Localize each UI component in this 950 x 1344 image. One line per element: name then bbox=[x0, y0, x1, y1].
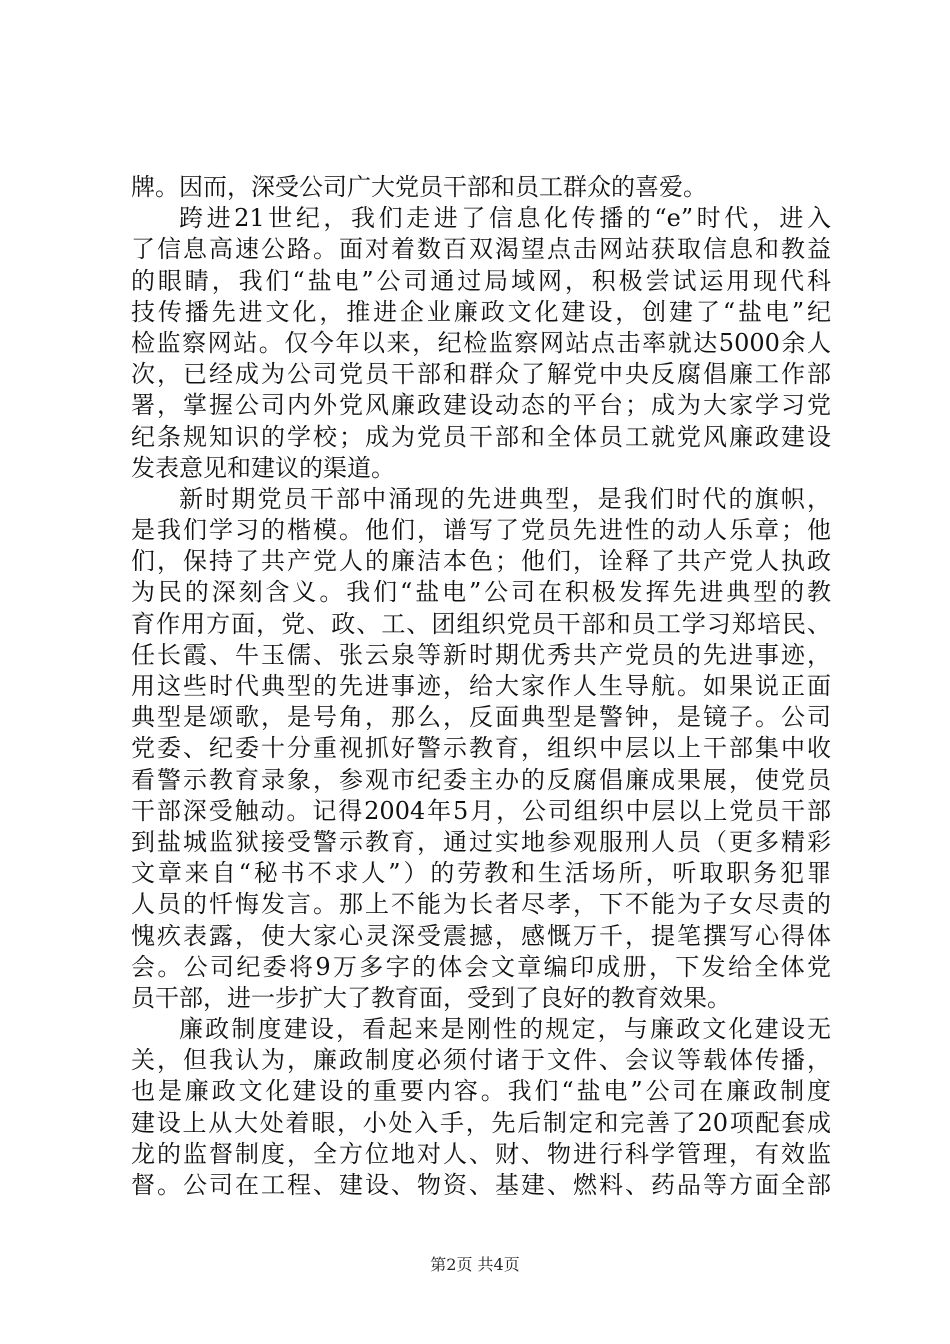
paragraph-line: 督。公司在工程、建设、物资、基建、燃料、药品等方面全部 bbox=[131, 1171, 831, 1199]
paragraph bbox=[131, 1014, 831, 1201]
paragraph-line: 了信息高速公路。面对着数百双渴望点击网站获取信息和教益 bbox=[131, 235, 831, 264]
paragraph bbox=[131, 203, 831, 484]
paragraph-line: 是我们学习的楷模。他们，谱写了党员先进性的动人乐章；他 bbox=[131, 516, 831, 545]
paragraph-line: 廉政制度建设，看起来是刚性的规定，与廉政文化建设无 bbox=[179, 1015, 831, 1044]
body-text bbox=[131, 172, 831, 1201]
paragraph-line: 典型是颂歌，是号角，那么，反面典型是警钟，是镜子。公司 bbox=[131, 703, 831, 732]
paragraph bbox=[131, 484, 831, 1014]
paragraph-line: 牌。因而，深受公司广大党员干部和员工群众的喜爱。 bbox=[131, 173, 707, 201]
paragraph-line: 也是廉政文化建设的重要内容。我们“盐电”公司在廉政制度 bbox=[131, 1077, 831, 1106]
paragraph-line: 用这些时代典型的先进事迹，给大家作人生导航。如果说正面 bbox=[131, 672, 831, 700]
paragraph-line: 新时期党员干部中涌现的先进典型，是我们时代的旗帜， bbox=[179, 484, 831, 513]
paragraph-line: 关，但我认为，廉政制度必须付诸于文件、会议等载体传播， bbox=[131, 1046, 831, 1075]
paragraph-line: 龙的监督制度，全方位地对人、财、物进行科学管理，有效监 bbox=[131, 1139, 831, 1168]
paragraph-line: 愧疚表露，使大家心灵深受震撼，感慨万千，提笔撰写心得体 bbox=[131, 921, 831, 950]
paragraph-line: 育作用方面，党、政、工、团组织党员干部和员工学习郑培民、 bbox=[131, 609, 831, 638]
paragraph-line: 发表意见和建议的渠道。 bbox=[131, 453, 395, 482]
paragraph-line: 文章来自“秘书不求人”）的劳教和生活场所，听取职务犯罪 bbox=[131, 859, 831, 888]
paragraph-line: 人员的忏悔发言。那上不能为长者尽孝，下不能为子女尽责的 bbox=[131, 890, 831, 919]
paragraph-line: 署，掌握公司内外党风廉政建设动态的平台；成为大家学习党 bbox=[131, 391, 831, 420]
paragraph-line: 会。公司纪委将9万多字的体会文章编印成册，下发给全体党 bbox=[131, 952, 831, 981]
paragraph-line: 看警示教育录象，参观市纪委主办的反腐倡廉成果展，使党员 bbox=[131, 765, 831, 794]
paragraph-line: 们，保持了共产党人的廉洁本色；他们，诠释了共产党人执政 bbox=[131, 547, 831, 576]
paragraph-line: 次，已经成为公司党员干部和群众了解党中央反腐倡廉工作部 bbox=[131, 360, 831, 389]
paragraph-line: 技传播先进文化，推进企业廉政文化建设，创建了“盐电”纪 bbox=[131, 297, 831, 326]
paragraph-line: 检监察网站。仅今年以来，纪检监察网站点击率就达5000余人 bbox=[131, 328, 831, 357]
page-footer: 第2页 共4页 bbox=[430, 1255, 520, 1274]
paragraph-line: 的眼睛，我们“盐电”公司通过局域网，积极尝试运用现代科 bbox=[131, 266, 831, 295]
paragraph-line: 建设上从大处着眼，小处入手，先后制定和完善了20项配套成 bbox=[131, 1108, 831, 1137]
paragraph-line: 党委、纪委十分重视抓好警示教育，组织中层以上干部集中收 bbox=[131, 734, 831, 763]
paragraph-line: 纪条规知识的学校；成为党员干部和全体员工就党风廉政建设 bbox=[131, 422, 831, 451]
paragraph-line: 员干部，进一步扩大了教育面，受到了良好的教育效果。 bbox=[131, 983, 731, 1012]
paragraph-line: 跨进21世纪，我们走进了信息化传播的“e”时代，进入 bbox=[179, 204, 831, 233]
paragraph-line: 任长霞、牛玉儒、张云泉等新时期优秀共产党员的先进事迹， bbox=[131, 640, 831, 669]
paragraph-line: 干部深受触动。记得2004年5月，公司组织中层以上党员干部 bbox=[131, 796, 831, 825]
paragraph-line: 为民的深刻含义。我们“盐电”公司在积极发挥先进典型的教 bbox=[131, 578, 831, 607]
paragraph bbox=[131, 172, 831, 203]
paragraph-line: 到盐城监狱接受警示教育，通过实地参观服刑人员（更多精彩 bbox=[131, 827, 831, 856]
